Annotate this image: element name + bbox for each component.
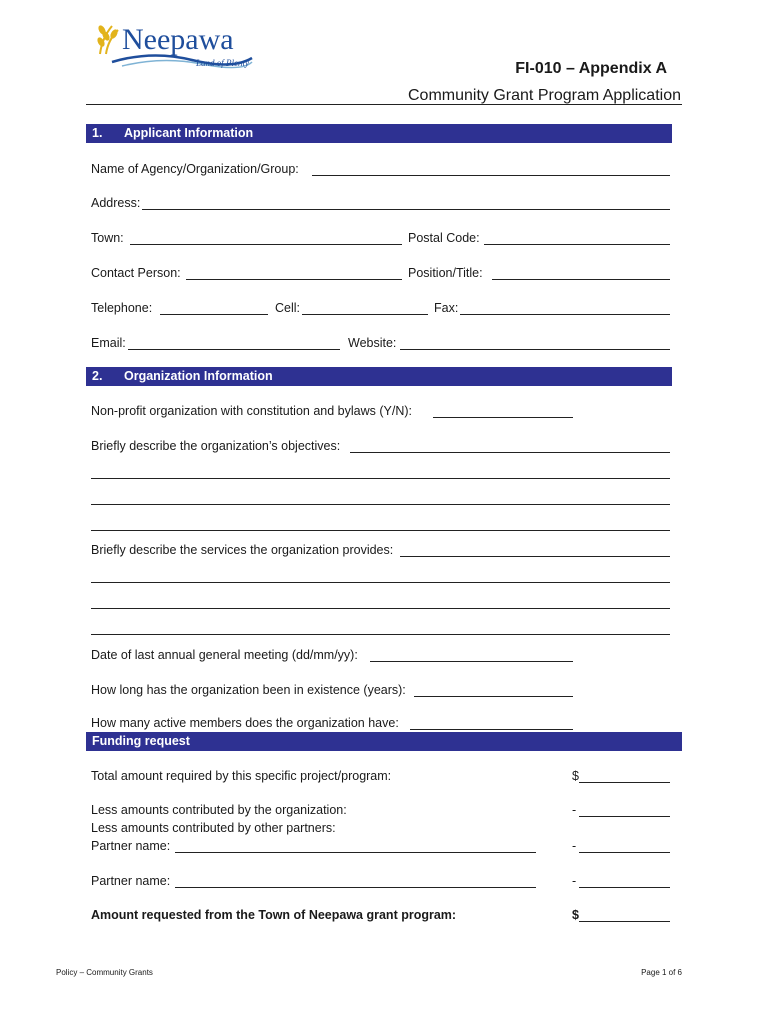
partner-amount-symbol: -: [572, 839, 577, 853]
services-line[interactable]: [91, 582, 670, 583]
footer-policy: Policy – Community Grants: [56, 968, 153, 977]
telephone-field[interactable]: [160, 314, 268, 315]
cell-label: Cell:: [275, 301, 301, 315]
agency-field[interactable]: [312, 175, 670, 176]
less-organization-label: Less amounts contributed by the organization:: [91, 803, 347, 817]
less-partners-label: Less amounts contributed by other partners:: [91, 821, 336, 835]
amount-requested-field[interactable]: [579, 921, 670, 922]
agm-date-label: Date of last annual general meeting (dd/mm/yy):: [91, 648, 358, 662]
logo-wordmark: Neepawa: [122, 23, 234, 56]
partner-amount-field[interactable]: [579, 887, 670, 888]
nonprofit-field[interactable]: [433, 417, 573, 418]
total-amount-symbol: $: [572, 769, 579, 783]
fax-label: Fax:: [434, 301, 459, 315]
funding-request-header: Funding request: [86, 732, 682, 751]
objectives-line[interactable]: [91, 504, 670, 505]
amount-requested-label: Amount requested from the Town of Neepawa grant program:: [91, 908, 457, 922]
amount-requested-symbol: $: [572, 908, 579, 922]
total-amount-field[interactable]: [579, 782, 670, 783]
section-1-header: [86, 124, 672, 143]
email-field[interactable]: [128, 349, 340, 350]
members-label: How many active members does the organization have:: [91, 716, 399, 730]
partner-amount-field[interactable]: [579, 852, 670, 853]
partner-name-field[interactable]: [175, 887, 536, 888]
existence-field[interactable]: [414, 696, 573, 697]
objectives-line[interactable]: [91, 530, 670, 531]
footer-page-number: Page 1 of 6: [641, 968, 682, 977]
less-organization-field[interactable]: [579, 816, 670, 817]
section-2-header: [86, 367, 672, 386]
position-title-label: Position/Title:: [408, 266, 483, 280]
address-label: Address:: [91, 196, 141, 210]
total-amount-label: Total amount required by this specific project/program:: [91, 769, 392, 783]
form-code: FI-010 – Appendix A: [515, 60, 667, 77]
partner-name-label: Partner name:: [91, 839, 171, 853]
agency-label: Name of Agency/Organization/Group:: [91, 162, 299, 176]
partner-name-label: Partner name:: [91, 874, 171, 888]
website-label: Website:: [348, 336, 397, 350]
partner-name-field[interactable]: [175, 852, 536, 853]
contact-person-label: Contact Person:: [91, 266, 181, 280]
partner-amount-symbol: -: [572, 874, 577, 888]
town-field[interactable]: [130, 244, 402, 245]
section-title: Organization Information: [124, 369, 273, 383]
postal-code-field[interactable]: [484, 244, 670, 245]
form-title: Community Grant Program Application: [408, 87, 681, 104]
members-field[interactable]: [410, 729, 573, 730]
cell-field[interactable]: [302, 314, 428, 315]
agm-date-field[interactable]: [370, 661, 573, 662]
telephone-label: Telephone:: [91, 301, 153, 315]
section-title: Applicant Information: [124, 126, 254, 140]
contact-person-field[interactable]: [186, 279, 402, 280]
neepawa-logo: [92, 20, 258, 76]
services-field[interactable]: [400, 556, 670, 557]
services-label: Briefly describe the services the organization provides:: [91, 543, 394, 557]
section-number: 2.: [92, 369, 103, 383]
objectives-label: Briefly describe the organization’s objectives:: [91, 439, 341, 453]
services-line[interactable]: [91, 634, 670, 635]
existence-label: How long has the organization been in existence (years):: [91, 683, 406, 697]
less-organization-symbol: -: [572, 803, 577, 817]
objectives-line[interactable]: [91, 478, 670, 479]
fax-field[interactable]: [460, 314, 670, 315]
nonprofit-label: Non-profit organization with constitution and bylaws (Y/N):: [91, 404, 412, 418]
website-field[interactable]: [400, 349, 670, 350]
town-label: Town:: [91, 231, 124, 245]
address-field[interactable]: [142, 209, 670, 210]
email-label: Email:: [91, 336, 126, 350]
section-number: 1.: [92, 126, 103, 140]
title-underline: [86, 104, 682, 105]
position-title-field[interactable]: [492, 279, 670, 280]
postal-code-label: Postal Code:: [408, 231, 480, 245]
services-line[interactable]: [91, 608, 670, 609]
logo-tagline: Land of Plenty: [196, 58, 249, 68]
objectives-field[interactable]: [350, 452, 670, 453]
